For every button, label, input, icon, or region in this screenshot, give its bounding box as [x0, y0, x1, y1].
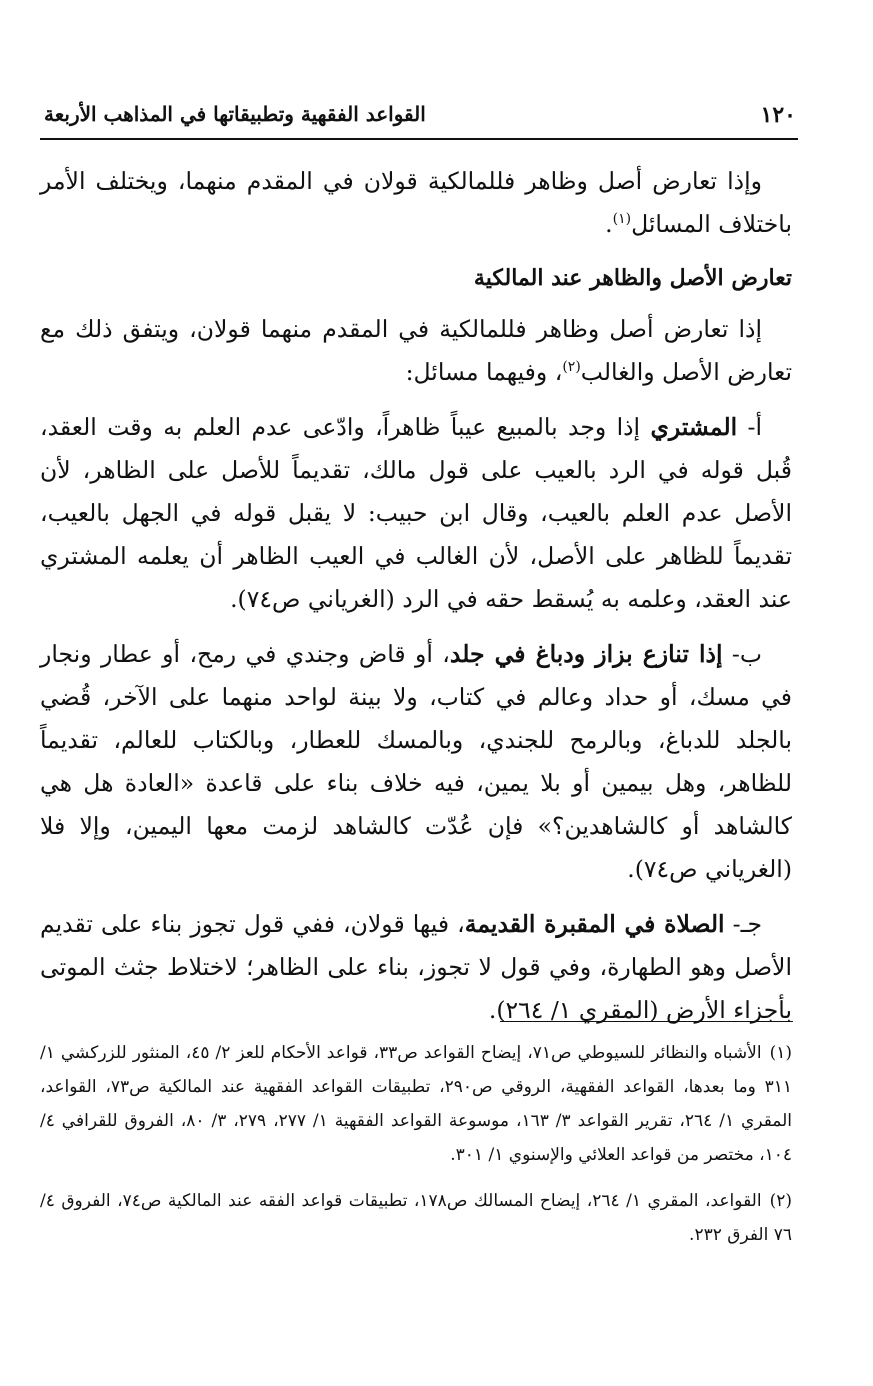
paragraph-b [40, 633, 792, 891]
paragraph-2 [40, 308, 792, 394]
paragraph-c [40, 903, 792, 1032]
paragraph-a-term: المشتري [650, 413, 738, 441]
paragraph-b-term: إذا تنازع بزاز ودباغ في جلد [449, 640, 723, 668]
footnote-ref-1: (١) [612, 211, 632, 228]
footnote-2 [40, 1184, 792, 1252]
footnote-ref-2: (٢) [562, 359, 581, 376]
page-header [40, 96, 798, 140]
footnote-divider [500, 1021, 793, 1022]
intro-end: . [605, 210, 613, 238]
running-title: القواعد الفقهية وتطبيقاتها في المذاهب الأربعة [44, 102, 426, 126]
footnote-number: (٢) [769, 1191, 792, 1211]
footnote-number: (١) [769, 1043, 792, 1063]
paragraph-a-prefix: أ- [737, 413, 762, 441]
intro-text: وإذا تعارض أصل وظاهر فللمالكية قولان في المقدم منهما، ويختلف الأمر باختلاف المسائل [40, 167, 792, 238]
paragraph-2-text: إذا تعارض أصل وظاهر فللمالكية في المقدم منهما قولان، ويتفق ذلك مع تعارض الأصل والغالب [40, 315, 792, 386]
paragraph-c-term: الصلاة في المقبرة القديمة [464, 910, 725, 938]
intro-paragraph [40, 160, 792, 246]
main-text [40, 160, 792, 1044]
paragraph-c-prefix: جـ- [724, 910, 762, 938]
footnotes [40, 1036, 792, 1264]
paragraph-2-end: ، وفيهما مسائل: [405, 358, 563, 386]
footnote-text: القواعد، المقري ١/ ٢٦٤، إيضاح المسالك ص١٧٨، تطبيقات قواعد الفقه عند المالكية ص٧٤، الفروق ٤/ ٧٦ الفرق ٢٣٢. [40, 1191, 792, 1245]
page-number: ١٢٠ [760, 102, 796, 128]
paragraph-b-prefix: ب- [722, 640, 762, 668]
paragraph-a-text: إذا وجد بالمبيع عيباً ظاهراً، وادّعى عدم العلم به وقت العقد، قُبل قوله في الرد بالعيب على قول مالك، تقديماً للأصل على الظاهر، لأن الأصل عدم العلم بالعيب، وقال ابن حبيب: لا يقبل قوله في الجهل بالعيب، تقديماً للظاهر على الأصل، لأن الغالب في العيب الظاهر أن يعلمه المشتري عند العقد، وعلمه به يُسقط حقه في الرد (الغرياني ص٧٤). [40, 413, 792, 613]
section-heading: تعارض الأصل والظاهر عند المالكية [473, 265, 792, 291]
paragraph-b-text: ، أو قاض وجندي في رمح، أو عطار ونجار في مسك، أو حداد وعالم في كتاب، ولا بينة لواحد منهما على الآخر، قُضي بالجلد للدباغ، وبالرمح للجندي، وبالمسك للعطار، وبالكتاب للعالم، تقديماً للظاهر، وهل بيمين أو بلا يمين، فيه خلاف بناء على قاعدة «العادة هل هي كالشاهد أو كالشاهدين؟» فإن عُدّت كالشاهد لزمت معها اليمين، وإلا فلا (الغرياني ص٧٤). [40, 640, 792, 883]
footnote-1 [40, 1036, 792, 1172]
paragraph-a [40, 406, 792, 621]
footnote-text: الأشباه والنظائر للسيوطي ص٧١، إيضاح القواعد ص٣٣، قواعد الأحكام للعز ٢/ ٤٥، المنثور للزركشي ١/ ٣١١ وما بعدها، القواعد الفقهية، الروقي ص٢٩٠، تطبيقات القواعد الفقهية عند المالكية ص٧٣، القواعد، المقري ١/ ٢٦٤، تقرير القواعد ٣/ ١٦٣، موسوعة القواعد الفقهية ١/ ٢٧٧، ٢٧٩، ٣/ ٨٠، الفروق للقرافي ٤/ ١٠٤، مختصر من قواعد العلائي والإسنوي ١/ ٣٠١. [40, 1043, 793, 1165]
paragraph-c-text: ، فيها قولان، ففي قول تجوز بناء على تقديم الأصل وهو الطهارة، وفي قول لا تجوز، بناء على الظاهر؛ لاختلاط جثث الموتى بأجزاء الأرض (المقري ١/ ٢٦٤). [40, 910, 792, 1024]
